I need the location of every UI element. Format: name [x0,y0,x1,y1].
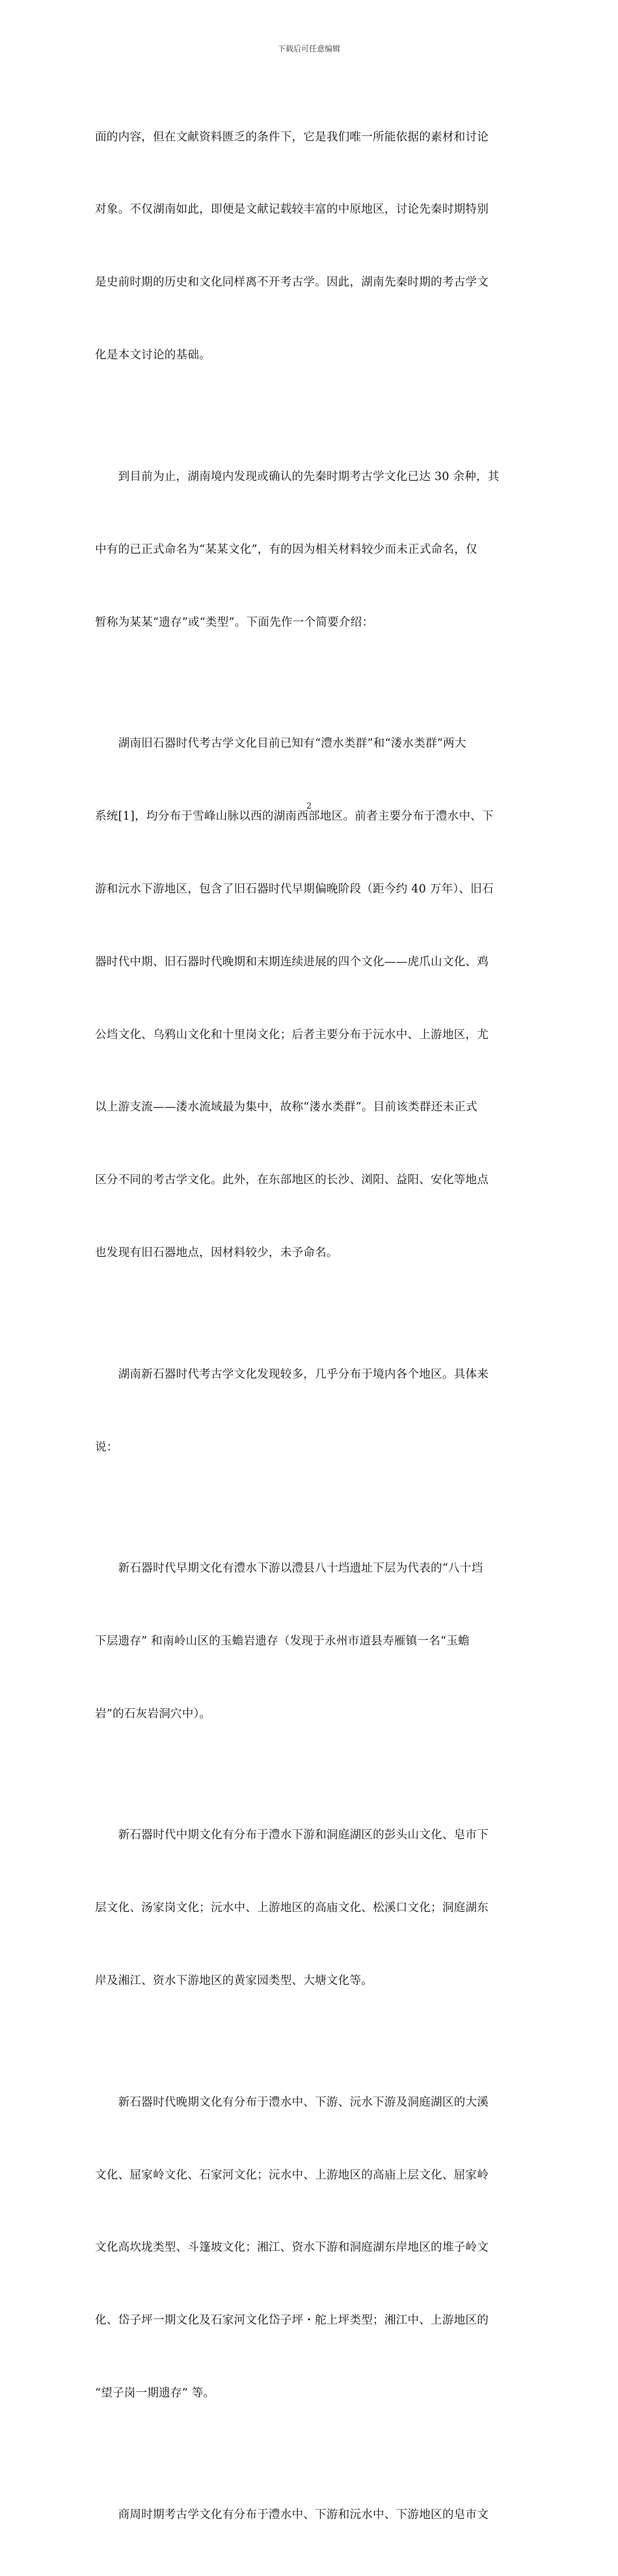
text-line: 商周时期考古学文化有分布于澧水中、下游和沅水中、下游地区的皂市文 [95,2508,489,2521]
text-line: 湖南旧石器时代考古学文化目前已知有“澧水类群”和“溇水类群”两大 [95,737,466,751]
paragraph-2 [95,416,526,683]
text-line: 中有的已正式命名为“某某文化”，有的因为相关材料较少而未正式命名，仅 [95,543,477,556]
text-line: 化、岱子坪一期文化及石家河文化岱子坪・舵上坪类型；湘江中、上游地区的 [95,2314,489,2328]
text-line: 下层遗存” 和南岭山区的玉蟾岩遗存（发现于永州市道县寿雁镇一名“玉蟾 [95,1635,470,1648]
text-line: 对象。不仅湖南如此，即便是文献记载较丰富的中原地区，讨论先秦时期特别 [95,203,489,217]
text-line: 以上游支流——溇水流域最为集中，故称“溇水类群”。目前该类群还未正式 [95,1101,477,1114]
text-line: 文化高坎垅类型、斗篷坡文化；湘江、资水下游和洞庭湖东岸地区的堆子岭文 [95,2241,489,2255]
text-line: 岸及湘江、资水下游地区的黄家园类型、大塘文化等。 [95,1974,373,1988]
text-line: 岩”的石灰岩洞穴中）。 [95,1707,211,1721]
text-line: 器时代中期、旧石器时代晚期和末期连续进展的四个文化——虎爪山文化、鸡 [95,955,489,969]
text-line: 湖南新石器时代考古学文化发现较多，几乎分布于境内各个地区。具体来 [95,1367,489,1381]
text-line: 新石器时代晚期文化有分布于澧水中、下游、沅水下游及洞庭湖区的大溪 [95,2095,489,2109]
text-line: 游和沅水下游地区，包含了旧石器时代早期偏晚阶段（距今约 40 万年）、旧石 [95,882,494,896]
text-line: 文化、屈家岭文化、石家河文化；沅水中、上游地区的高庙上层文化、屈家岭 [95,2168,489,2182]
page-header: 下载后可任意编辑 [277,44,340,53]
paragraph-1 [95,77,526,416]
text-line: 暂称为某某“遗存”或“类型”。下面先作一个简要介绍： [95,615,374,629]
paragraph-4 [95,1314,526,1508]
page-number: 2 [306,801,312,811]
text-line: 说： [95,1440,118,1454]
text-line: 新石器时代中期文化有分布于澧水下游和洞庭湖区的彭头山文化、皂市下 [95,1829,489,1842]
paragraph-6 [95,1775,526,2042]
text-line: 到目前为止，湖南境内发现或确认的先秦时期考古学文化已达 30 余种，其 [95,470,500,483]
text-line: 面的内容，但在文献资料匮乏的条件下，它是我们唯一所能依据的素材和讨论 [95,130,489,144]
paragraph-3 [95,683,526,1314]
paragraph-8 [95,2454,526,2575]
text-line: 新石器时代早期文化有澧水下游以澧县八十垱遗址下层为代表的“八十垱 [95,1562,483,1576]
text-line: 也发现有旧石器地点，因材料较少，未予命名。 [95,1246,338,1260]
text-line: 区分不同的考古学文化。此外，在东部地区的长沙、浏阳、益阳、安化等地点 [95,1174,489,1187]
text-line: 是史前时期的历史和文化同样离不开考古学。因此，湖南先秦时期的考古学文 [95,276,489,289]
paragraph-7 [95,2042,526,2454]
text-line: “望子岗一期遗存” 等。 [95,2387,215,2400]
text-line: 公垱文化、乌鸦山文化和十里岗文化；后者主要分布于沅水中、上游地区，尤 [95,1028,489,1041]
paragraph-5 [95,1509,526,1775]
document-body [95,77,526,2576]
text-line: 层文化、汤家岗文化；沅水中、上游地区的高庙文化、松溪口文化；洞庭湖东 [95,1901,489,1915]
text-line: 系统[1]，均分布于雪峰山脉以西的湖南西部地区。前者主要分布于澧水中、下 [95,809,494,823]
text-line: 化是本文讨论的基础。 [95,349,211,362]
